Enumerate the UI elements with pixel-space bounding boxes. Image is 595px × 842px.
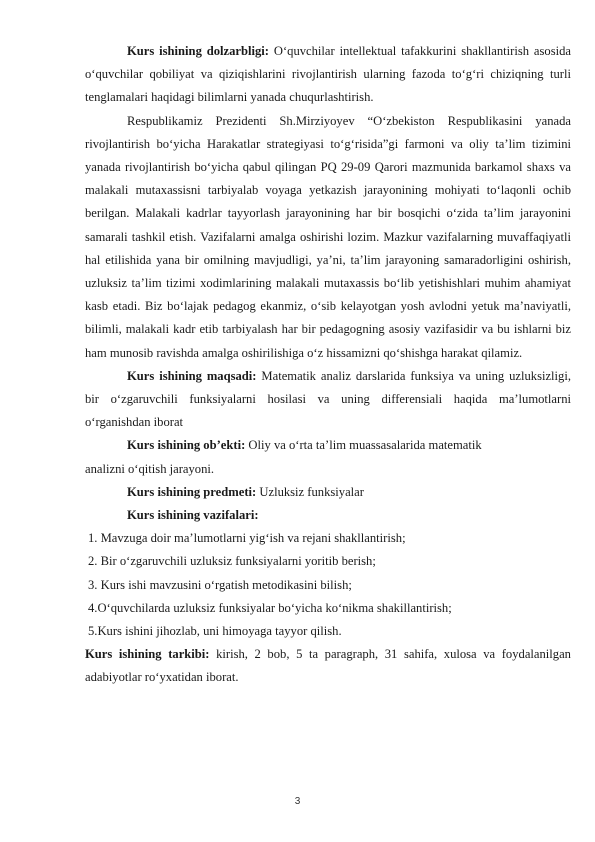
goal-label: Kurs ishining maqsadi: (127, 368, 257, 383)
list-item: 5.Kurs ishini jihozlab, uni himoyaga tayyor qilish. (88, 624, 342, 639)
subject-line (85, 481, 571, 504)
subject-text: Uzluksiz funksiyalar (256, 484, 364, 499)
goal-text: Matematik analiz darslarida funksiya va uning uzluksizligi, bir o‘zgaruvchili funksiyalarni hosilasi va uning differensiali haqida ma’lumotlarni o‘rganishdan iborat (85, 368, 572, 430)
list-item: 1. Mavzuga doir ma’lumotlarni yig‘ish va rejani shakllantirish; (88, 531, 406, 546)
structure-label: Kurs ishining tarkibi: (85, 647, 210, 662)
subject-label: Kurs ishining predmeti: (127, 484, 257, 499)
tasks-label: Kurs ishining vazifalari: (127, 508, 259, 523)
structure-paragraph (85, 643, 571, 689)
list-item: 2. Bir o‘zgaruvchili uzluksiz funksiyalarni yoritib berish; (88, 554, 376, 569)
page-number: 3 (294, 796, 301, 807)
object-line (85, 434, 571, 457)
relevance-paragraph (85, 40, 571, 110)
relevance-label: Kurs ishining dolzarbligi: (127, 44, 269, 58)
object-continuation: analizni o‘qitish jarayoni. (85, 461, 215, 476)
object-label: Kurs ishining ob’ekti: (127, 438, 246, 453)
tasks-list (85, 527, 571, 643)
relevance-text: O‘quvchilar intellektual tafakkurini shakllantirish asosida o‘quvchilar qobiliyat va qiziqishlarini rivojlantirish ularning fazoda to‘g‘ri chiziqning turli tenglamalari haqidagi bilimlarni yanada chuqurlashtirish. (85, 44, 571, 105)
structure-text: kirish, 2 bob, 5 ta paragraph, 31 sahifa, xulosa va foydalanilgan adabiyotlar ro‘yxatidan iborat. (85, 647, 571, 685)
republic-paragraph: Respublikamiz Prezidenti Sh.Mirziyoyev “O‘zbekiston Respublikasini yanada rivojlantirish bo‘yicha Harakatlar strategiyasi to‘g‘risida”gi farmoni va oliy ta’lim tizimini yanada rivojlantirish bo‘yicha qabul qilingan PQ 29-09 Qarori mazmunida barkamol shaxs va malakali mutaxassisni tarbiyalab voyaga yetkazish jarayonining mohiyati to‘laqonli ochib berilgan. Malakali kadrlar tayyorlash jarayonining har bir bosqichi o‘zida ta’lim jarayonini samarali tashkil etish. Vazifalarni amalga oshirishi lozim. Mazkur vazifalarning muvaffaqiyatli hal etilishida yana bir omilning mavjudligi, ya’ni, ta’lim jarayoning samaradorligini oshirish, uzluksiz ta’lim tizimi xodimlarining malakali mutaxassis bo‘lib yetishishlari muhim ahamiyat kasb etadi. Biz bo‘lajak pedagog ekanmiz, o‘sib kelayotgan yosh avlodni yetuk ma’naviyatli, bilimli, malakali kadr etib tarbiyalash har bir pedagogning asosiy vazifasidir va bu ishlarni biz ham munosib ravishda amalga oshirilishiga o‘z hissamizni qo‘shishga harakat qilamiz. (85, 113, 571, 360)
list-item: 3. Kurs ishi mavzusini o‘rgatish metodikasini bilish; (88, 577, 352, 592)
list-item: 4.O‘quvchilarda uzluksiz funksiyalar bo‘yicha ko‘nikma shakillantirish; (88, 600, 452, 615)
goal-paragraph (85, 365, 571, 435)
object-text: Oliy va o‘rta ta’lim muassasalarida matematik (245, 438, 482, 453)
document-page (85, 40, 571, 690)
tasks-heading (85, 504, 571, 527)
